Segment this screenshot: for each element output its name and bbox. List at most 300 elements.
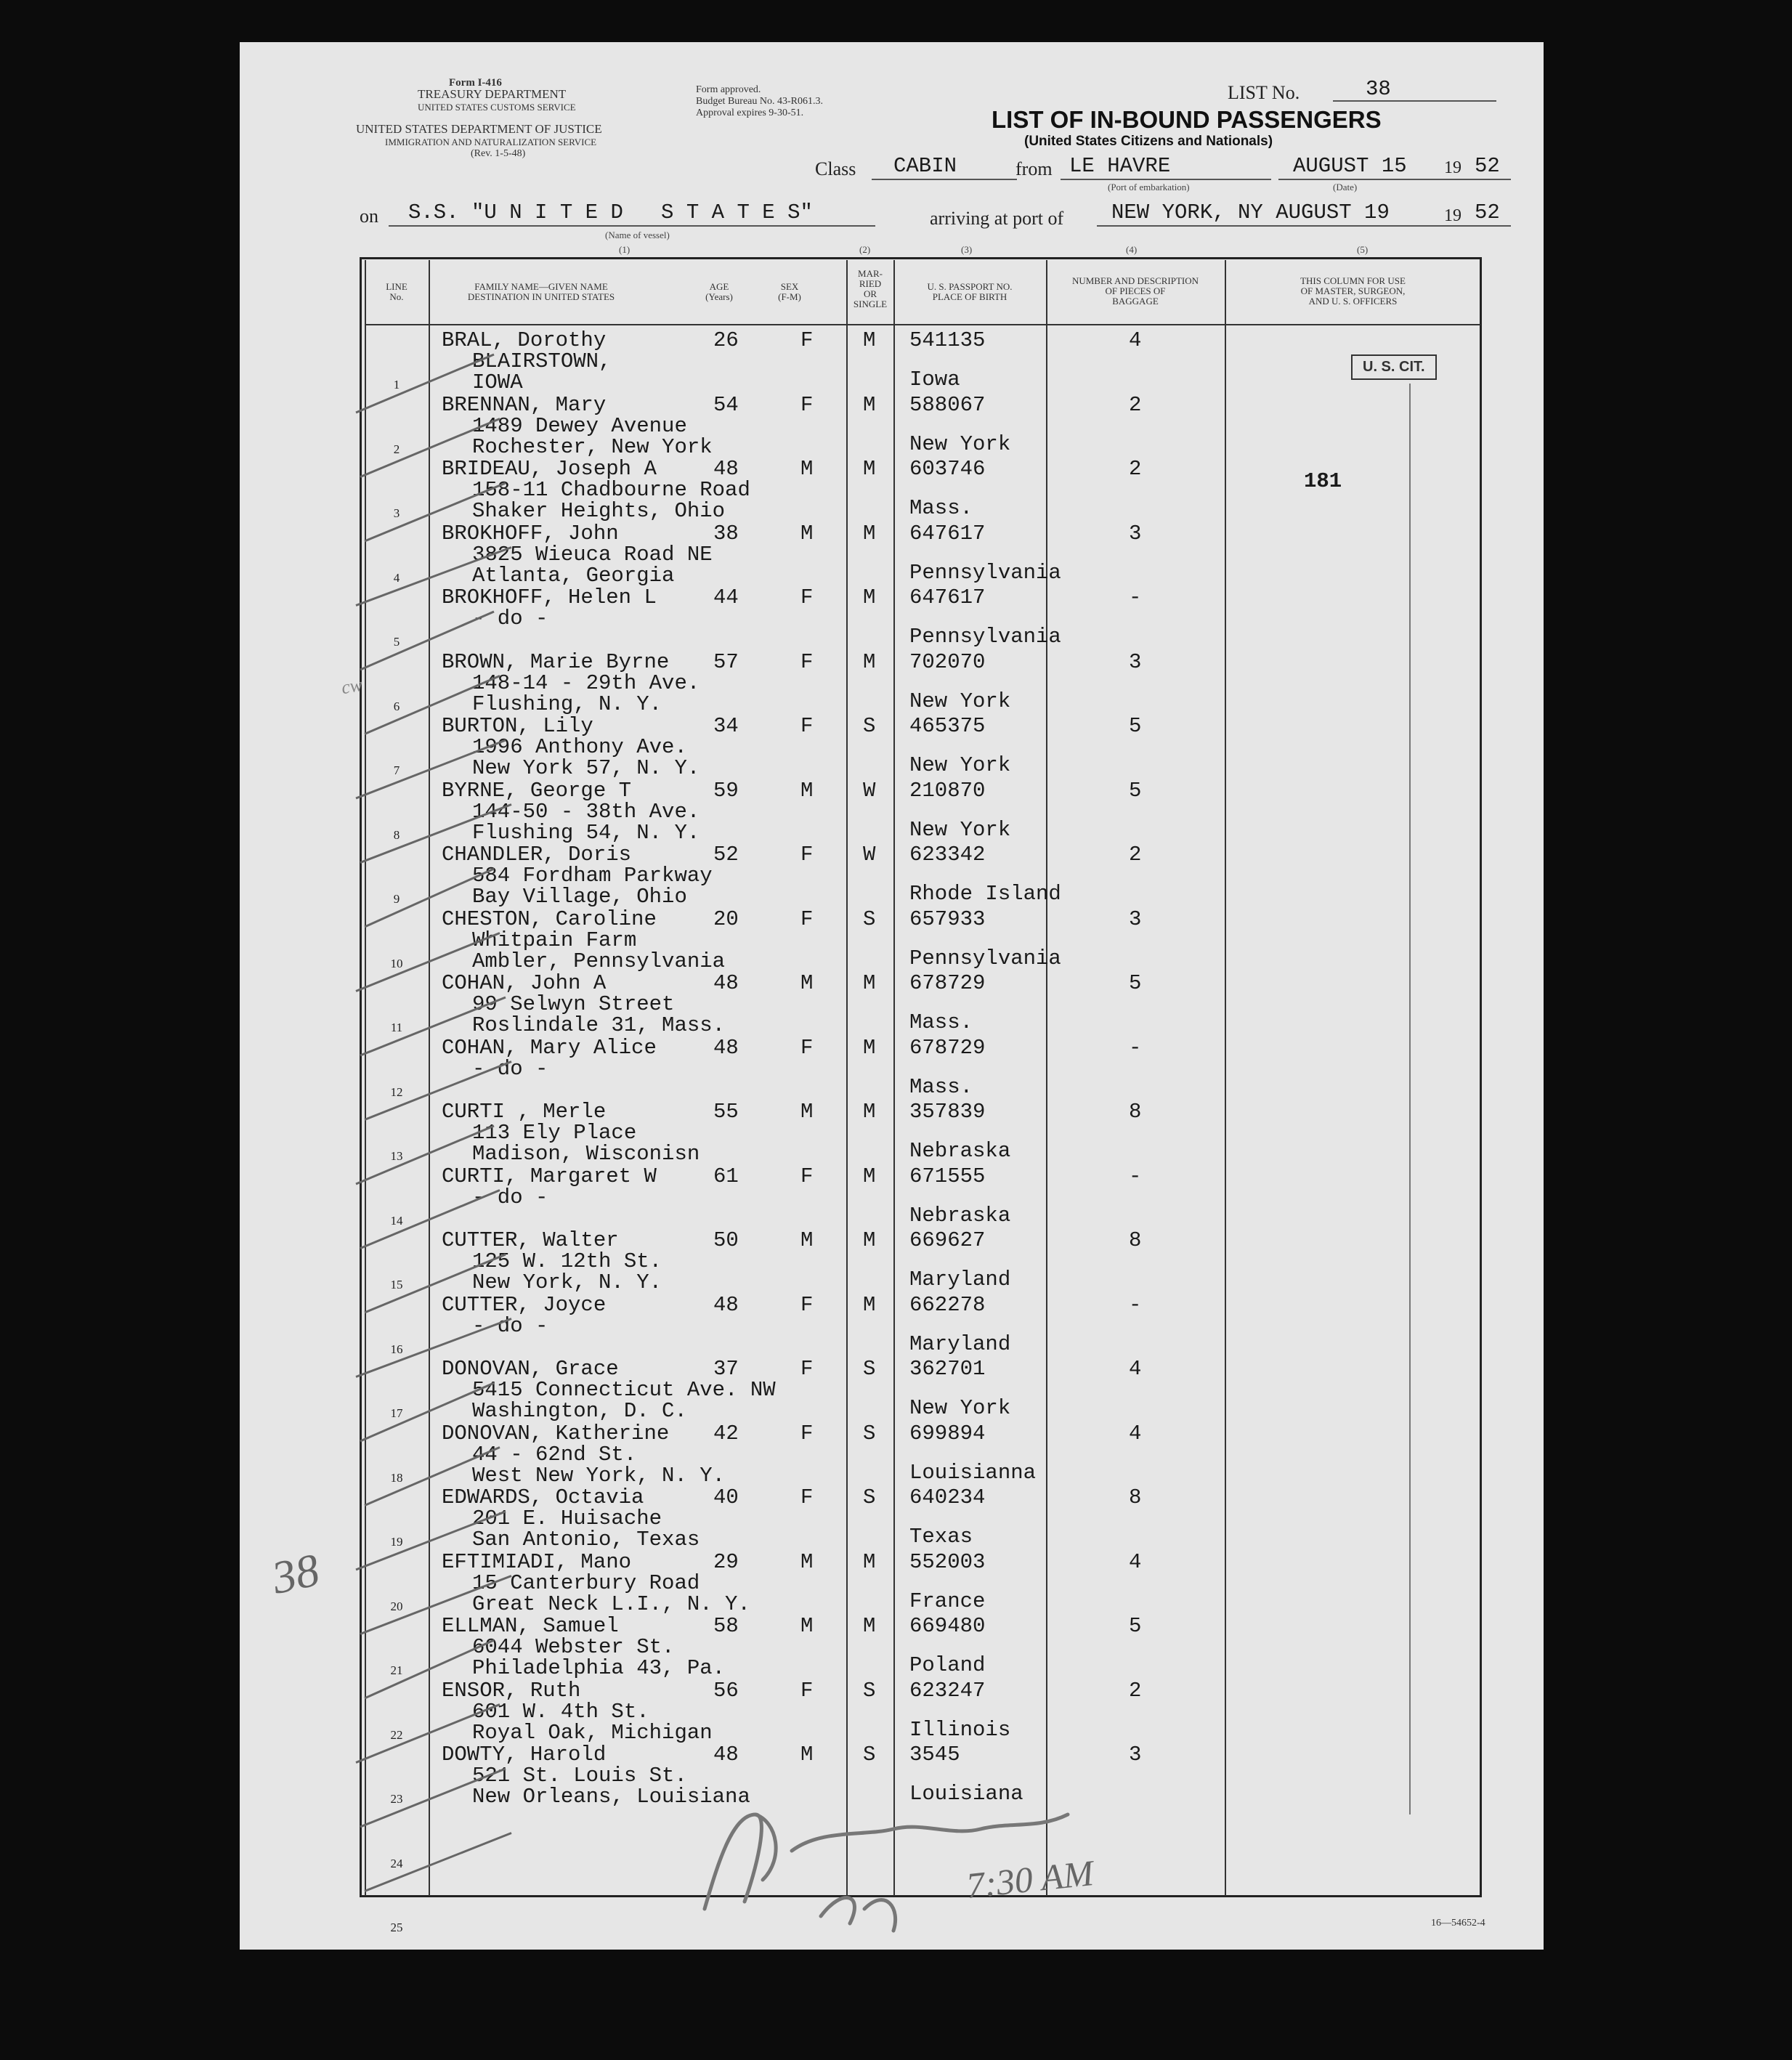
passenger-name: ELLMAN, Samuel — [442, 1614, 619, 1638]
passenger-name: DOWTY, Harold — [442, 1743, 607, 1767]
row-checkmark — [365, 1254, 506, 1313]
passenger-sex: F — [800, 1292, 814, 1317]
col-number-2: (2) — [859, 244, 871, 255]
col-head-age: AGE (Years) — [705, 281, 733, 302]
passenger-address-2: Bay Village, Ohio — [472, 885, 687, 909]
passenger-address-1: 601 W. 4th St. — [472, 1699, 649, 1724]
passenger-birthplace: France — [909, 1589, 986, 1613]
passenger-marital-status: M — [863, 1549, 876, 1574]
passenger-name: BYRNE, George T — [442, 778, 632, 803]
passenger-marital-status: M — [863, 1292, 876, 1317]
passenger-address-1: 5415 Connecticut Ave. NW — [472, 1378, 776, 1402]
passenger-passport: 603746 — [909, 457, 986, 481]
passenger-marital-status: M — [863, 1164, 876, 1188]
passenger-sex: F — [800, 907, 814, 931]
form-number: Form I-416 — [449, 77, 502, 89]
line-number: 11 — [390, 1021, 403, 1034]
passenger-passport: 640234 — [909, 1485, 986, 1509]
date-underline — [1278, 179, 1511, 180]
row-checkmark — [365, 1833, 511, 1891]
line-number: 23 — [390, 1792, 403, 1806]
passenger-name: BRENNAN, Mary — [442, 392, 607, 417]
passenger-birthplace: Mass. — [909, 1074, 973, 1099]
passenger-address-2: Flushing, N. Y. — [472, 692, 662, 716]
passenger-passport: 588067 — [909, 392, 986, 417]
line-number: 15 — [390, 1278, 403, 1291]
passenger-address-1: 15 Canterbury Road — [472, 1570, 700, 1595]
passenger-sex: F — [800, 714, 814, 738]
row-checkmark — [356, 1512, 506, 1570]
col-head-passport: U. S. PASSPORT NO. PLACE OF BIRTH — [927, 281, 1013, 302]
line-number: 7 — [393, 763, 400, 777]
row-checkmark — [360, 805, 511, 863]
arrival-year: 52 — [1475, 200, 1500, 224]
row-checkmark — [356, 1319, 511, 1377]
passenger-name: BROKHOFF, Helen L — [442, 585, 657, 609]
passenger-name: BRAL, Dorothy — [442, 328, 607, 352]
passenger-age: 26 — [713, 328, 739, 352]
passenger-sex: M — [800, 1100, 814, 1124]
passenger-age: 52 — [713, 843, 739, 867]
passenger-marital-status: W — [863, 778, 876, 803]
passenger-passport: 678729 — [909, 971, 986, 995]
passenger-name: DONOVAN, Katherine — [442, 1421, 670, 1445]
passenger-passport: 678729 — [909, 1035, 986, 1060]
passenger-address-2: San Antonio, Texas — [472, 1528, 700, 1552]
passenger-address-2: Washington, D. C. — [472, 1399, 687, 1423]
passenger-name: DONOVAN, Grace — [442, 1357, 619, 1381]
passenger-baggage: 5 — [1129, 971, 1142, 995]
passenger-birthplace: Louisiana — [909, 1782, 1023, 1806]
passenger-birthplace: Pennsylvania — [909, 625, 1061, 649]
approval-line-1: Form approved. — [696, 84, 761, 95]
embarkation-date: AUGUST 15 — [1293, 154, 1407, 178]
passenger-address-1: 158-11 Chadbourne Road — [472, 478, 750, 502]
passenger-address-2: New York 57, N. Y. — [472, 756, 700, 780]
passenger-address-2: New Orleans, Louisiana — [472, 1785, 750, 1809]
passenger-age: 54 — [713, 392, 739, 417]
line-number: 16 — [390, 1342, 403, 1356]
passenger-address-1: 113 Ely Place — [472, 1121, 637, 1145]
divider-passport — [1046, 260, 1047, 1896]
passenger-address-1: BLAIRSTOWN, — [472, 349, 612, 373]
passenger-marital-status: M — [863, 1614, 876, 1638]
passenger-sex: M — [800, 1549, 814, 1574]
ins-service: IMMIGRATION AND NATURALIZATION SERVICE — [385, 137, 597, 147]
arriving-label: arriving at port of — [930, 208, 1064, 229]
passenger-name: CHANDLER, Doris — [442, 843, 632, 867]
passenger-address-2: Atlanta, Georgia — [472, 563, 675, 588]
passenger-birthplace: Iowa — [909, 368, 960, 392]
col-number-1: (1) — [619, 244, 631, 255]
passenger-sex: F — [800, 1485, 814, 1509]
passenger-name: CUTTER, Joyce — [442, 1292, 607, 1317]
passenger-marital-status: S — [863, 1421, 876, 1445]
passenger-name: BROKHOFF, John — [442, 521, 619, 546]
passenger-sex: F — [800, 649, 814, 674]
col-head-sex: SEX (F-M) — [778, 281, 801, 302]
footer-code: 16—54652-4 — [1431, 1918, 1485, 1929]
row-checkmark — [360, 419, 500, 477]
passenger-address-1: - do - — [472, 1185, 548, 1209]
arrival-port-date: NEW YORK, NY AUGUST 19 — [1111, 200, 1390, 224]
passenger-baggage: 8 — [1129, 1485, 1142, 1509]
margin-number: 38 — [267, 1544, 324, 1604]
passenger-sex: F — [800, 1357, 814, 1381]
passenger-baggage: 2 — [1129, 1678, 1142, 1703]
passenger-baggage: 3 — [1129, 907, 1142, 931]
row-checkmark — [360, 1191, 500, 1249]
list-label: LIST No. — [1228, 82, 1300, 103]
row-checkmark — [356, 740, 506, 798]
approval-line-2: Budget Bureau No. 43-R061.3. — [696, 96, 823, 107]
line-number: 6 — [393, 699, 400, 713]
passenger-baggage: 3 — [1129, 649, 1142, 674]
col-head-name: FAMILY NAME—GIVEN NAME DESTINATION IN UNITED STATES — [467, 281, 615, 302]
passenger-sex: F — [800, 1421, 814, 1445]
col-head-baggage: NUMBER AND DESCRIPTION OF PIECES OF BAGGAGE — [1071, 275, 1199, 307]
row-checkmark — [360, 1383, 494, 1441]
row-checkmark — [360, 1576, 511, 1634]
line-number: 25 — [390, 1921, 403, 1934]
passenger-address-1: Whitpain Farm — [472, 928, 637, 952]
col-head-line: LINE No. — [386, 281, 408, 302]
passenger-baggage: 2 — [1129, 457, 1142, 481]
passenger-name: CURTI, Margaret W — [442, 1164, 657, 1188]
line-number: 8 — [393, 827, 400, 842]
row-checkmark — [360, 1769, 506, 1827]
passenger-name: BRIDEAU, Joseph A — [442, 457, 657, 481]
passenger-baggage: 3 — [1129, 1743, 1142, 1767]
line-number: 18 — [390, 1470, 403, 1485]
passenger-marital-status: M — [863, 1035, 876, 1060]
stamp-ditto-line — [1409, 384, 1411, 1814]
passenger-address-2: Rochester, New York — [472, 434, 713, 459]
passenger-baggage: 8 — [1129, 1228, 1142, 1252]
passenger-age: 44 — [713, 585, 739, 609]
passenger-baggage: - — [1129, 1292, 1142, 1317]
from-label: from — [1015, 158, 1053, 179]
passenger-address-2: Madison, Wisconisn — [472, 1142, 700, 1166]
passenger-marital-status: M — [863, 971, 876, 995]
passenger-name: CURTI , Merle — [442, 1100, 607, 1124]
divider-baggage — [1225, 260, 1226, 1896]
line-number: 3 — [393, 506, 400, 520]
line-number: 9 — [393, 892, 400, 906]
passenger-name: BURTON, Lily — [442, 714, 593, 738]
passenger-marital-status: S — [863, 1743, 876, 1767]
passenger-birthplace: Texas — [909, 1525, 973, 1549]
passenger-age: 29 — [713, 1549, 739, 1574]
passenger-baggage: 2 — [1129, 392, 1142, 417]
col-number-4: (4) — [1126, 244, 1138, 255]
passenger-birthplace: New York — [909, 689, 1011, 713]
line-number: 17 — [390, 1406, 403, 1420]
passenger-age: 58 — [713, 1614, 739, 1638]
row-checkmark — [360, 612, 494, 670]
row-checkmark — [360, 997, 506, 1055]
passenger-baggage: - — [1129, 1164, 1142, 1188]
passenger-address-1: 148-14 - 29th Ave. — [472, 670, 700, 695]
passenger-passport: 647617 — [909, 585, 986, 609]
passenger-age: 59 — [713, 778, 739, 803]
passenger-name: BROWN, Marie Byrne — [442, 649, 670, 674]
passenger-birthplace: Maryland — [909, 1331, 1011, 1356]
passenger-address-2: Philadelphia 43, Pa. — [472, 1656, 726, 1680]
year-prefix: 19 — [1444, 158, 1461, 177]
passenger-birthplace: Maryland — [909, 1268, 1011, 1291]
passenger-marital-status: M — [863, 1100, 876, 1124]
passenger-birthplace: New York — [909, 817, 1011, 842]
passenger-passport: 669627 — [909, 1228, 986, 1252]
passenger-passport: 362701 — [909, 1357, 986, 1381]
row-checkmark — [365, 1448, 500, 1506]
passenger-passport: 541135 — [909, 328, 986, 352]
passenger-name: COHAN, John A — [442, 971, 607, 995]
port-caption: (Port of embarkation) — [1108, 182, 1190, 192]
passenger-baggage: - — [1129, 1035, 1142, 1060]
passenger-address-1: 521 St. Louis St. — [472, 1764, 687, 1788]
passenger-address-1: 6044 Webster St. — [472, 1635, 675, 1659]
treasury-dept: TREASURY DEPARTMENT — [418, 87, 567, 101]
passenger-age: 37 — [713, 1357, 739, 1381]
passenger-baggage: 8 — [1129, 1100, 1142, 1124]
passenger-birthplace: Pennsylvania — [909, 946, 1061, 970]
passenger-sex: M — [800, 778, 814, 803]
passenger-age: 55 — [713, 1100, 739, 1124]
passenger-birthplace: New York — [909, 1396, 1011, 1420]
passenger-marital-status: W — [863, 843, 876, 867]
passenger-marital-status: S — [863, 1357, 876, 1381]
passenger-baggage: 4 — [1129, 328, 1142, 352]
passenger-marital-status: M — [863, 457, 876, 481]
manifest-page — [240, 42, 1544, 1950]
arrival-underline — [1097, 225, 1511, 227]
passenger-marital-status: M — [863, 585, 876, 609]
passenger-address-2: New York, N. Y. — [472, 1270, 662, 1294]
passenger-age: 50 — [713, 1228, 739, 1252]
passenger-age: 56 — [713, 1678, 739, 1703]
passenger-name: CHESTON, Caroline — [442, 907, 657, 931]
passenger-birthplace: Poland — [909, 1653, 986, 1677]
passenger-birthplace: Nebraska — [909, 1203, 1011, 1228]
passenger-baggage: 5 — [1129, 1614, 1142, 1638]
passenger-passport: 465375 — [909, 714, 986, 738]
passenger-address-2: Ambler, Pennsylvania — [472, 949, 726, 973]
line-number: 4 — [393, 570, 400, 585]
justice-dept: UNITED STATES DEPARTMENT OF JUSTICE — [356, 122, 602, 136]
line-number: 19 — [390, 1535, 403, 1549]
passenger-baggage: 5 — [1129, 714, 1142, 738]
passenger-name: EDWARDS, Octavia — [442, 1485, 644, 1509]
passenger-address-1: 584 Fordham Parkway — [472, 864, 713, 888]
col-number-5: (5) — [1357, 244, 1369, 255]
passenger-baggage: 2 — [1129, 843, 1142, 867]
officer-number: 181 — [1304, 469, 1342, 493]
passenger-sex: F — [800, 1164, 814, 1188]
passenger-age: 34 — [713, 714, 739, 738]
passenger-marital-status: M — [863, 1228, 876, 1252]
passenger-age: 48 — [713, 1035, 739, 1060]
row-checkmark — [365, 1062, 511, 1120]
date-caption: (Date) — [1333, 182, 1358, 192]
passenger-birthplace: Illinois — [909, 1717, 1011, 1742]
passenger-sex: F — [800, 392, 814, 417]
passenger-baggage: 4 — [1129, 1421, 1142, 1445]
class-underline — [872, 179, 1017, 180]
row-checkmark — [365, 869, 494, 927]
arrival-year-prefix: 19 — [1444, 206, 1461, 225]
col-number-3: (3) — [961, 244, 973, 255]
passenger-passport: 699894 — [909, 1421, 986, 1445]
line-number: 20 — [390, 1599, 403, 1613]
passenger-sex: F — [800, 1678, 814, 1703]
passenger-marital-status: M — [863, 328, 876, 352]
passenger-marital-status: S — [863, 714, 876, 738]
signature-time: 7:30 AM — [964, 1852, 1095, 1907]
passenger-sex: M — [800, 1614, 814, 1638]
year: 52 — [1475, 154, 1500, 178]
passenger-name: EFTIMIADI, Mano — [442, 1549, 632, 1574]
passenger-address-1: 201 E. Huisache — [472, 1507, 662, 1530]
col-head-married: MAR- RIED OR SINGLE — [853, 268, 888, 309]
passenger-sex: M — [800, 1743, 814, 1767]
passenger-age: 57 — [713, 649, 739, 674]
vessel-underline — [389, 225, 875, 227]
vessel-caption: (Name of vessel) — [605, 230, 670, 240]
passenger-birthplace: Mass. — [909, 1010, 973, 1034]
passenger-address-2: Royal Oak, Michigan — [472, 1720, 713, 1745]
passenger-passport: 671555 — [909, 1164, 986, 1188]
passenger-passport: 702070 — [909, 649, 986, 674]
passenger-birthplace: Nebraska — [909, 1139, 1011, 1163]
passenger-passport: 657933 — [909, 907, 986, 931]
divider-marital-right — [893, 260, 895, 1896]
passenger-age: 61 — [713, 1164, 739, 1188]
passenger-sex: F — [800, 328, 814, 352]
row-checkmark — [356, 548, 511, 606]
manifest-title: LIST OF IN-BOUND PASSENGERS — [992, 106, 1382, 133]
line-number: 2 — [393, 442, 400, 456]
passenger-birthplace: New York — [909, 431, 1011, 456]
line-number: 5 — [393, 635, 400, 649]
row-checkmark — [365, 1640, 494, 1698]
passenger-address-2: West New York, N. Y. — [472, 1463, 726, 1488]
customs-service: UNITED STATES CUSTOMS SERVICE — [418, 102, 576, 113]
passenger-address-2: Flushing 54, N. Y. — [472, 820, 700, 845]
passenger-address-1: 44 - 62nd St. — [472, 1442, 637, 1467]
class-label: Class — [815, 158, 856, 179]
line-number: 12 — [390, 1084, 403, 1099]
passenger-baggage: 4 — [1129, 1549, 1142, 1574]
passenger-address-1: 125 W. 12th St. — [472, 1249, 662, 1273]
passenger-address-1: 3825 Wieuca Road NE — [472, 542, 713, 567]
passenger-passport: 3545 — [909, 1743, 960, 1767]
passenger-marital-status: S — [863, 907, 876, 931]
passenger-marital-status: M — [863, 649, 876, 674]
passenger-address-1: 99 Selwyn Street — [472, 992, 675, 1016]
passenger-address-2: Roslindale 31, Mass. — [472, 1013, 726, 1037]
divider-marital-left — [846, 260, 848, 1896]
passenger-passport: 357839 — [909, 1100, 986, 1124]
line-number: 24 — [390, 1856, 403, 1870]
port-underline — [1061, 179, 1271, 180]
passenger-birthplace: Rhode Island — [909, 882, 1061, 906]
passenger-age: 38 — [713, 521, 739, 546]
passenger-sex: F — [800, 843, 814, 867]
on-label: on — [360, 206, 378, 227]
passenger-address-1: - do - — [472, 607, 548, 630]
passenger-age: 48 — [713, 1292, 739, 1317]
passenger-baggage: 3 — [1129, 521, 1142, 546]
row-checkmark — [356, 1705, 500, 1763]
passenger-passport: 647617 — [909, 521, 986, 546]
passenger-address-2: Shaker Heights, Ohio — [472, 499, 726, 523]
passenger-address-2: Great Neck L.I., N. Y. — [472, 1591, 750, 1616]
list-number-underline — [1333, 100, 1496, 102]
passenger-name: COHAN, Mary Alice — [442, 1035, 657, 1060]
passenger-marital-status: M — [863, 521, 876, 546]
passenger-passport: 669480 — [909, 1614, 986, 1638]
passenger-sex: M — [800, 457, 814, 481]
line-number: 10 — [390, 956, 403, 970]
passenger-age: 42 — [713, 1421, 739, 1445]
line-number: 13 — [390, 1149, 403, 1163]
citizen-stamp: U. S. CIT. — [1351, 354, 1437, 380]
passenger-passport: 623247 — [909, 1678, 986, 1703]
passenger-address-1: - do - — [472, 1313, 548, 1338]
passenger-birthplace: New York — [909, 753, 1011, 777]
passenger-passport: 210870 — [909, 778, 986, 803]
passenger-baggage: 5 — [1129, 778, 1142, 803]
passenger-marital-status: S — [863, 1678, 876, 1703]
passenger-birthplace: Louisianna — [909, 1460, 1037, 1485]
embarkation-port: LE HAVRE — [1069, 154, 1171, 178]
class-value: CABIN — [893, 154, 957, 178]
row-checkmark — [365, 483, 506, 541]
passenger-passport: 662278 — [909, 1292, 986, 1317]
passenger-sex: M — [800, 1228, 814, 1252]
line-number: 21 — [390, 1663, 403, 1677]
line-number: 1 — [393, 378, 400, 392]
passenger-age: 48 — [713, 1743, 739, 1767]
col-head-officers: THIS COLUMN FOR USE OF MASTER, SURGEON, AND U. S. OFFICERS — [1300, 275, 1406, 307]
passenger-address-1: 1489 Dewey Avenue — [472, 413, 687, 438]
passenger-age: 40 — [713, 1485, 739, 1509]
passenger-address-2: IOWA — [472, 370, 523, 394]
line-number: 14 — [390, 1213, 403, 1228]
row-checkmark — [356, 354, 494, 413]
vessel-name: S.S. "U N I T E D S T A T E S" — [408, 200, 813, 224]
row-checkmark — [356, 1126, 494, 1184]
passenger-name: CUTTER, Walter — [442, 1228, 619, 1252]
passenger-age: 48 — [713, 457, 739, 481]
passenger-address-1: - do - — [472, 1056, 548, 1081]
passenger-sex: F — [800, 585, 814, 609]
passenger-marital-status: M — [863, 392, 876, 417]
row-checkmark — [365, 676, 500, 734]
passenger-passport: 552003 — [909, 1549, 986, 1574]
passenger-baggage: 4 — [1129, 1357, 1142, 1381]
line-number: 22 — [390, 1727, 403, 1742]
list-number: 38 — [1366, 77, 1391, 101]
passenger-age: 48 — [713, 971, 739, 995]
row-checkmark — [356, 933, 500, 992]
passenger-passport: 623342 — [909, 843, 986, 867]
manifest-subtitle: (United States Citizens and Nationals) — [1024, 134, 1273, 149]
passenger-sex: M — [800, 521, 814, 546]
passenger-name: ENSOR, Ruth — [442, 1678, 581, 1703]
